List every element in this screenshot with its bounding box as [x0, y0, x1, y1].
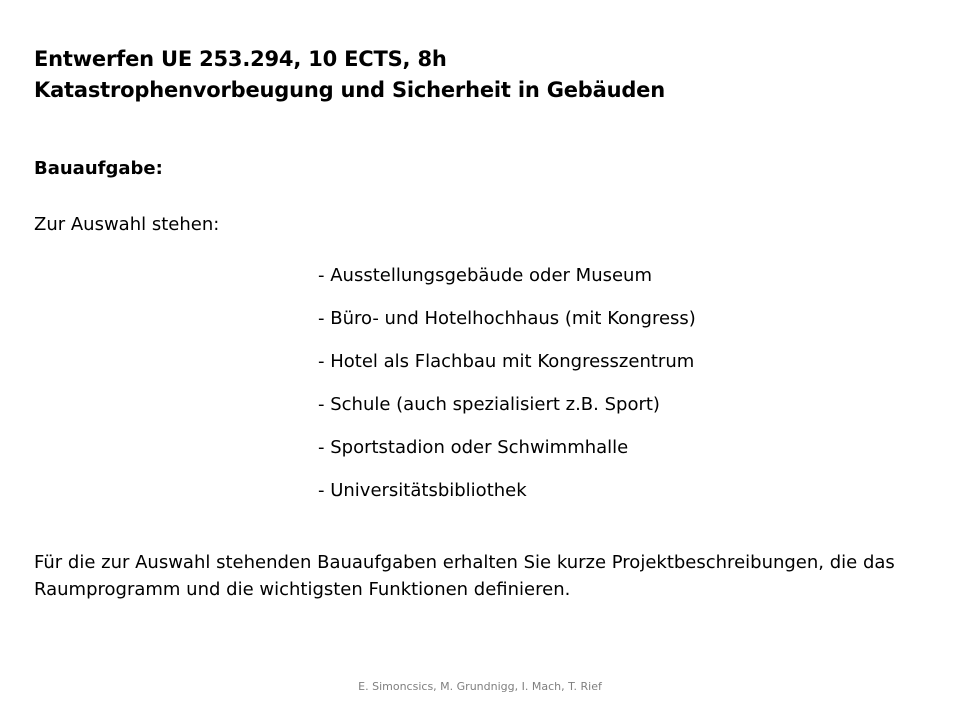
footer-authors: E. Simoncsics, M. Grundnigg, I. Mach, T. Rief [358, 680, 602, 693]
section-heading: Bauaufgabe: [34, 158, 163, 179]
intro-text: Zur Auswahl stehen: [34, 214, 220, 235]
option-item: - Schule (auch spezialisiert z.B. Sport) [318, 394, 660, 415]
slide-title [34, 44, 665, 106]
option-item: - Sportstadion oder Schwimmhalle [318, 437, 629, 458]
option-item: - Hotel als Flachbau mit Kongresszentrum [318, 351, 695, 372]
title-topic-line: Katastrophenvorbeugung und Sicherheit in Gebäuden [34, 78, 665, 102]
options-list [318, 262, 696, 520]
option-item: - Büro- und Hotelhochhaus (mit Kongress) [318, 308, 696, 329]
option-item: - Ausstellungsgebäude oder Museum [318, 265, 653, 286]
option-item: - Universitätsbibliothek [318, 480, 527, 501]
title-course-line: Entwerfen UE 253.294, 10 ECTS, 8h [34, 47, 447, 71]
description-paragraph: Für die zur Auswahl stehenden Bauaufgaben erhalten Sie kurze Projektbeschreibungen, die das Raumprogramm und die wichtigsten Funktionen definieren. [34, 552, 895, 600]
